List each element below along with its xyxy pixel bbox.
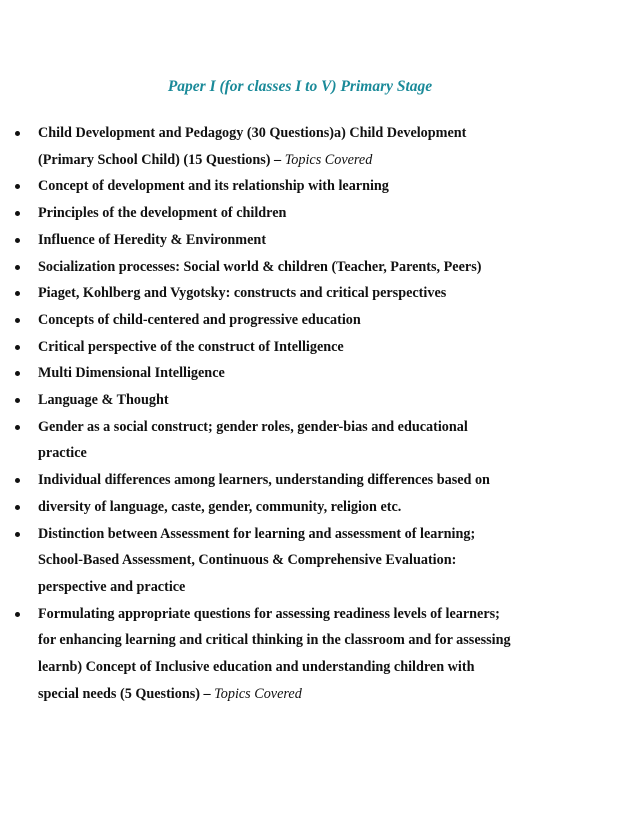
list-item-line: learnb) Concept of Inclusive education and understanding children with [38,659,475,676]
list-item [0,173,600,200]
list-item-line: Concept of development and its relationship with learning [38,178,389,195]
list-item-line: for enhancing learning and critical thinking in the classroom and for assessing [38,632,511,649]
list-item [0,227,600,254]
bullet-icon [15,238,20,243]
list-item-line: School-Based Assessment, Continuous & Comprehensive Evaluation: [38,552,457,569]
list-item-line: Child Development and Pedagogy (30 Questions)a) Child Development [38,125,467,141]
list-item-line: diversity of language, caste, gender, community, religion etc. [38,498,402,515]
topic-list [0,120,600,707]
bullet-icon [15,265,20,270]
bullet-icon [15,425,20,430]
list-item-line: perspective and practice [38,578,186,595]
list-item-line: Multi Dimensional Intelligence [38,365,225,382]
list-item [0,360,600,387]
list-item-line: Gender as a social construct; gender roles, gender-bias and educational [38,418,468,435]
page-title: Paper I (for classes I to V) Primary Stage [167,78,433,95]
list-item [0,387,600,414]
list-item-line: practice [38,445,87,462]
list-item [0,414,600,467]
bullet-icon [15,371,20,376]
bullet-icon [15,532,20,537]
list-item-line: Socialization processes: Social world & children (Teacher, Parents, Peers) [38,258,482,275]
list-item-line: Individual differences among learners, understanding differences based on [38,472,490,489]
bullet-icon [15,345,20,350]
list-item-line: Language & Thought [38,392,169,409]
bullet-icon [15,291,20,296]
list-item [0,521,600,601]
bullet-icon [15,612,20,617]
list-item-line: Critical perspective of the construct of Intelligence [38,338,344,355]
topics-covered-note: Topics Covered [284,151,373,168]
list-item-line: (Primary School Child) (15 Questions) – Topics Covered [38,151,373,168]
list-item [0,200,600,227]
list-item-line: Influence of Heredity & Environment [38,231,267,248]
list-item [0,254,600,281]
list-item [0,601,600,708]
bullet-icon [15,211,20,216]
list-item-line: Piaget, Kohlberg and Vygotsky: constructs and critical perspectives [38,285,447,302]
bullet-icon [15,318,20,323]
bullet-icon [15,505,20,510]
list-item [0,280,600,307]
list-item-line: Principles of the development of children [38,205,287,222]
list-item-line: special needs (5 Questions) – Topics Covered [38,685,302,702]
bullet-icon [15,478,20,483]
list-item [0,307,600,334]
list-item [0,494,600,521]
list-item-line: Distinction between Assessment for learning and assessment of learning; [38,525,476,542]
bullet-icon [15,184,20,189]
topics-covered-note: Topics Covered [214,685,302,702]
list-item [0,467,600,494]
list-item [0,334,600,361]
bullet-icon [15,131,20,136]
list-item-line: Formulating appropriate questions for assessing readiness levels of learners; [38,605,500,622]
bullet-icon [15,398,20,403]
list-item-line: Concepts of child-centered and progressive education [38,311,361,328]
list-item [0,120,600,173]
